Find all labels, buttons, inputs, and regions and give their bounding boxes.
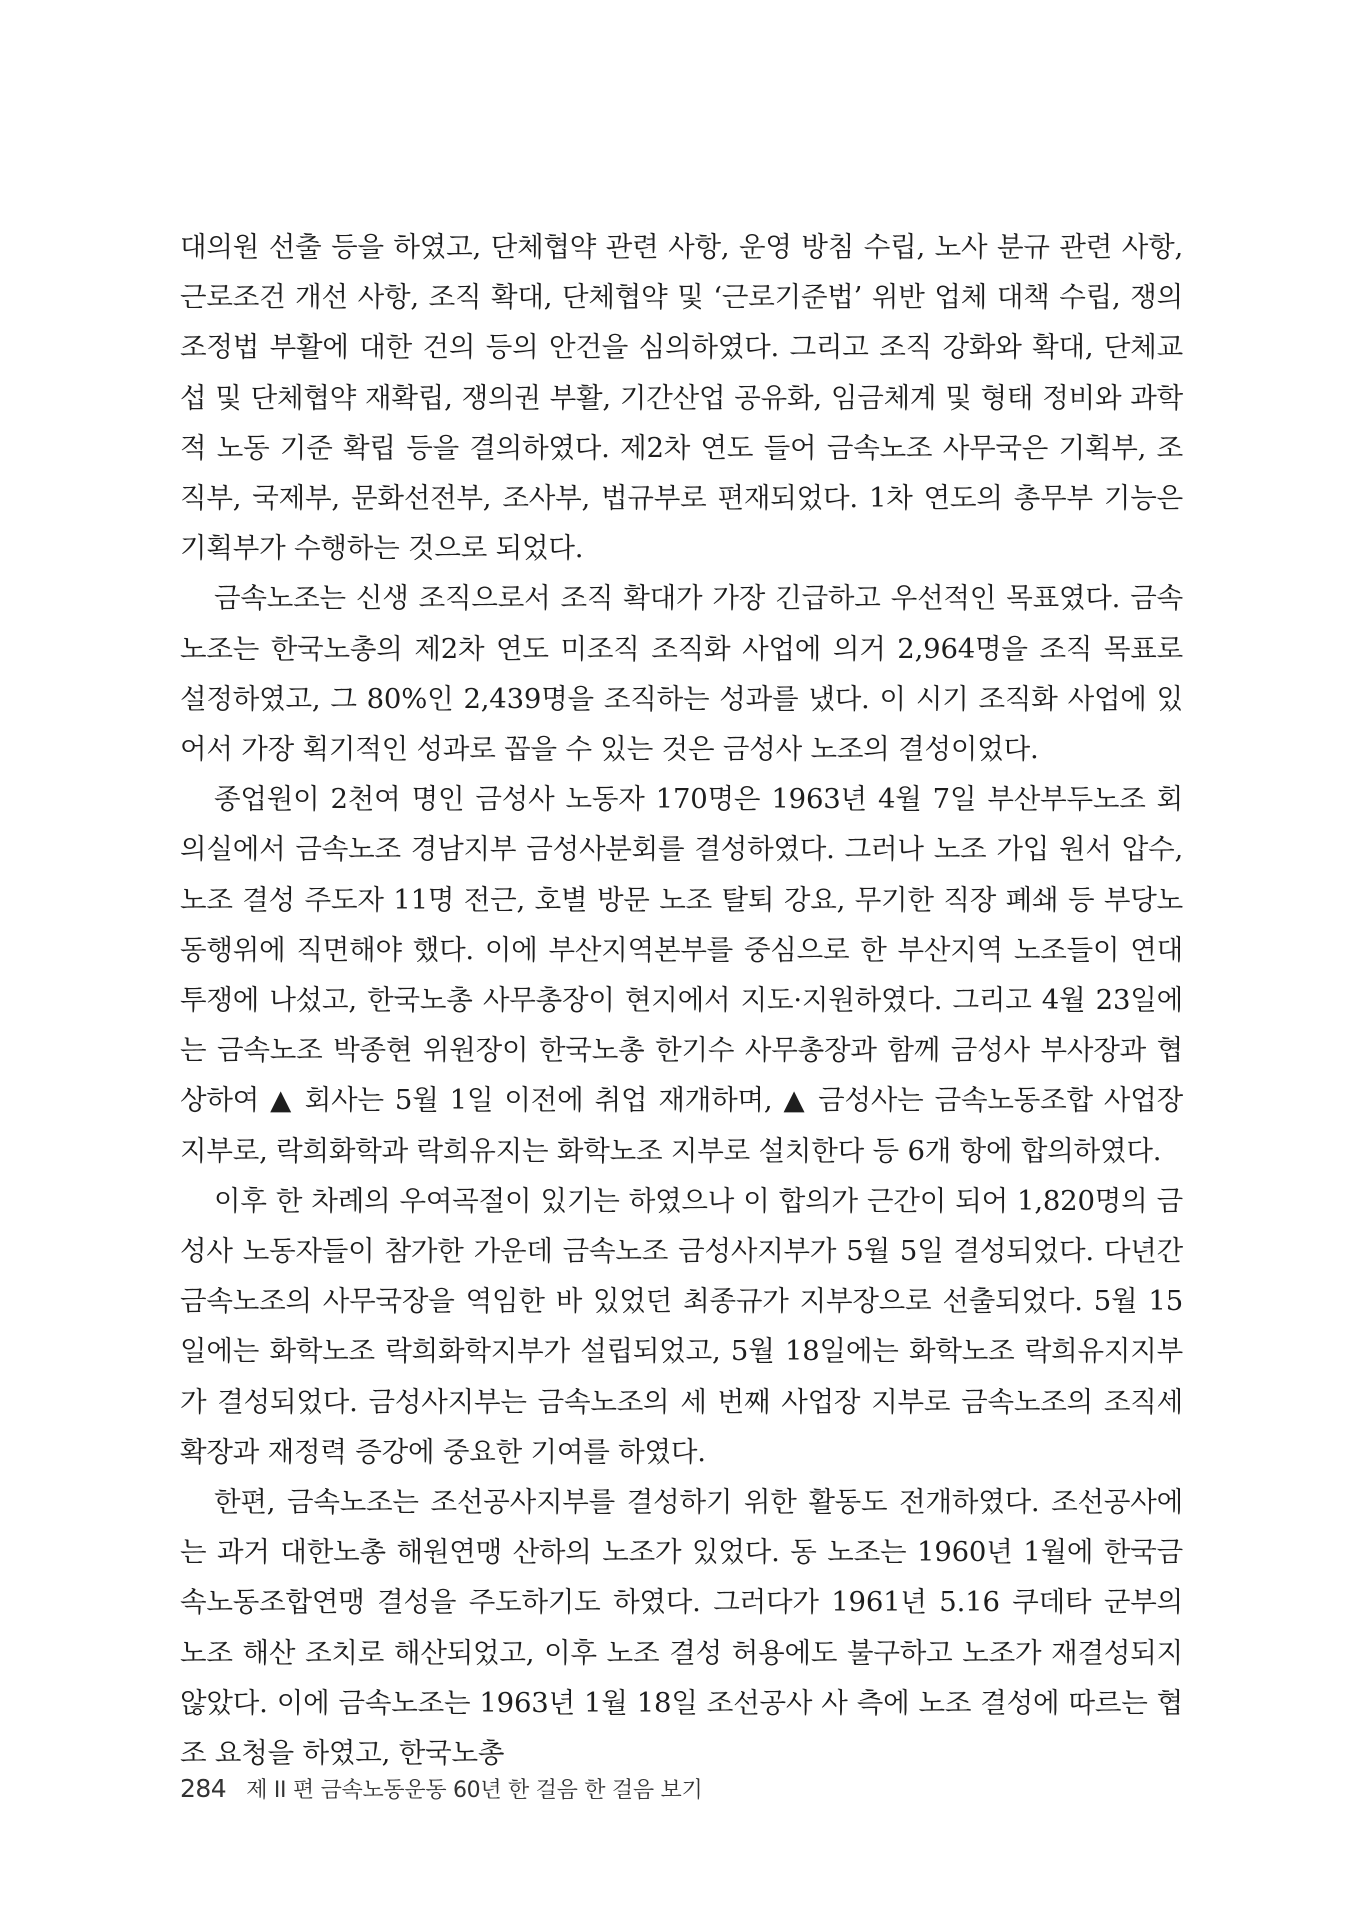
paragraph-2: 금속노조는 신생 조직으로서 조직 확대가 가장 긴급하고 우선적인 목표였다. 금속노조는 한국노총의 제2차 연도 미조직 조직화 사업에 의거 2,964명을 조직 목표로 설정하였고, 그 80%인 2,439명을 조직하는 성과를 냈다. 이 시기 조직화 사업에 있어서 가장 획기적인 성과로 꼽을 수 있는 것은 금성사 노조의 결성이었다.: [180, 582, 1183, 766]
paragraph-1: 대의원 선출 등을 하였고, 단체협약 관련 사항, 운영 방침 수립, 노사 분규 관련 사항, 근로조건 개선 사항, 조직 확대, 단체협약 및 ‘근로기준법’ 위반 업체 대책 수립, 쟁의조정법 부활에 대한 건의 등의 안건을 심의하였다. 그리고 조직 강화와 확대, 단체교섭 및 단체협약 재확립, 쟁의권 부활, 기간산업 공유화, 임금체계 및 형태 정비와 과학적 노동 기준 확립 등을 결의하였다. 제2차 연도 들어 금속노조 사무국은 기획부, 조직부, 국제부, 문화선전부, 조사부, 법규부로 편재되었다. 1차 연도의 총무부 기능은 기획부가 수행하는 것으로 되었다.: [180, 231, 1183, 565]
paragraph-5: 한편, 금속노조는 조선공사지부를 결성하기 위한 활동도 전개하였다. 조선공사에는 과거 대한노총 해원연맹 산하의 노조가 있었다. 동 노조는 1960년 1월에 한국금속노동조합연맹 결성을 주도하기도 하였다. 그러다가 1961년 5.16 쿠데타 군부의 노조 해산 조치로 해산되었고, 이후 노조 결성 허용에도 불구하고 노조가 재결성되지 않았다. 이에 금속노조는 1963년 1월 18일 조선공사 사 측에 노조 결성에 따르는 협조 요청을 하였고, 한국노총: [180, 1486, 1183, 1770]
page-footer: [180, 1773, 702, 1804]
page-number: 284: [180, 1774, 227, 1803]
body-text: [180, 222, 1183, 1778]
running-title: 제 II 편 금속노동운동 60년 한 걸음 한 걸음 보기: [246, 1778, 703, 1803]
paragraph-4: 이후 한 차례의 우여곡절이 있기는 하였으나 이 합의가 근간이 되어 1,820명의 금성사 노동자들이 참가한 가운데 금속노조 금성사지부가 5월 5일 결성되었다. 다년간 금속노조의 사무국장을 역임한 바 있었던 최종규가 지부장으로 선출되었다. 5월 15일에는 화학노조 락희화학지부가 설립되었고, 5월 18일에는 화학노조 락희유지지부가 결성되었다. 금성사지부는 금속노조의 세 번째 사업장 지부로 금속노조의 조직세 확장과 재정력 증강에 중요한 기여를 하였다.: [180, 1184, 1183, 1468]
paragraph-3: 종업원이 2천여 명인 금성사 노동자 170명은 1963년 4월 7일 부산부두노조 회의실에서 금속노조 경남지부 금성사분회를 결성하였다. 그러나 노조 가입 원서 압수, 노조 결성 주도자 11명 전근, 호별 방문 노조 탈퇴 강요, 무기한 직장 폐쇄 등 부당노동행위에 직면해야 했다. 이에 부산지역본부를 중심으로 한 부산지역 노조들이 연대 투쟁에 나섰고, 한국노총 사무총장이 현지에서 지도·지원하였다. 그리고 4월 23일에는 금속노조 박종현 위원장이 한국노총 한기수 사무총장과 함께 금성사 부사장과 협상하여 ▲ 회사는 5월 1일 이전에 취업 재개하며, ▲ 금성사는 금속노동조합 사업장 지부로, 락희화학과 락희유지는 화학노조 지부로 설치한다 등 6개 항에 합의하였다.: [180, 783, 1183, 1167]
